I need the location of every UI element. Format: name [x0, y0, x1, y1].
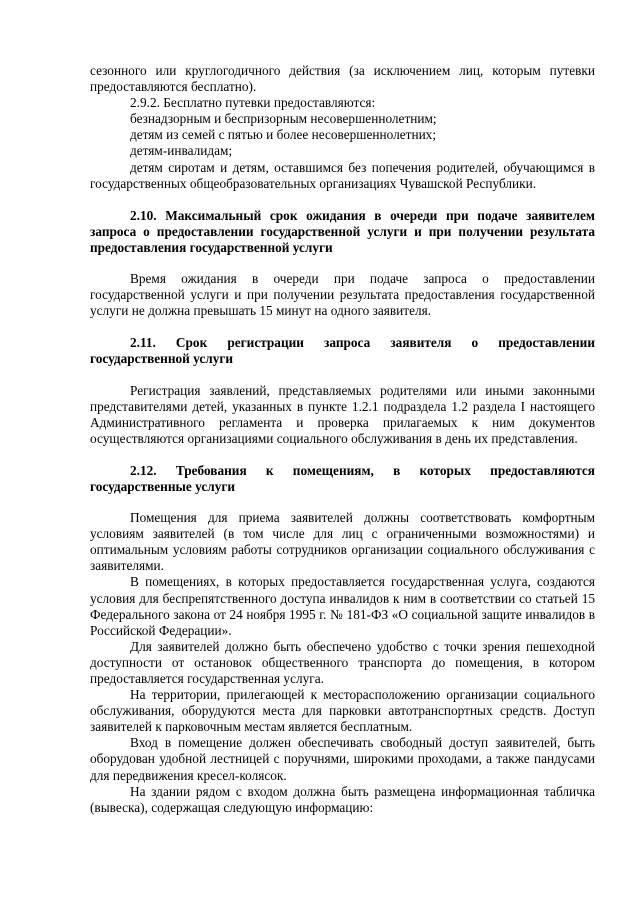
section-2-12-paragraph: Помещения для приема заявителей должны соответствовать комфортным условиям заявителей (в том числе для лиц с ограниченными возможностями) и оптимальным условиям работы сотрудников организации социального обслуживания с заявителями. — [90, 510, 595, 574]
section-2-12-paragraph: Вход в помещение должен обеспечивать свободный доступ заявителей, быть оборудован удобной лестницей с поручнями, широкими проходами, а также пандусами для передвижения кресел-колясок. — [90, 735, 595, 783]
list-item: безнадзорным и беспризорным несовершеннолетним; — [130, 111, 437, 127]
section-2-12-paragraph: В помещениях, в которых предоставляется государственная услуга, создаются условия для беспрепятственного доступа инвалидов к ним в соответствии со статьей 15 Федерального закона от 24 ноября 1995 г. № 181-ФЗ «О социальной защите инвалидов в Российской Федерации». — [90, 574, 595, 638]
document-page — [90, 63, 595, 816]
list-item: детям-инвалидам; — [130, 143, 233, 159]
section-2-11-heading: 2.11. Срок регистрации запроса заявителя о предоставлении государственной услуги — [90, 335, 595, 367]
section-2-12-paragraph: На здании рядом с входом должна быть размещена информационная табличка (вывеска), содержащая следующую информацию: — [90, 783, 595, 815]
section-2-12-heading: 2.12. Требования к помещениям, в которых предоставляются государственные услуги — [90, 462, 595, 494]
section-2-10-heading: 2.10. Максимальный срок ожидания в очереди при подаче заявителем запроса о предоставлении государственной услуги и при получении результата предоставления государственной услуги — [90, 207, 595, 255]
intro-continuation: сезонного или круглогодичного действия (за исключением лиц, которым путевки предоставляются бесплатно). — [90, 63, 595, 95]
section-2-12-paragraph: Для заявителей должно быть обеспечено удобство с точки зрения пешеходной доступности от остановок общественного транспорта до помещения, в котором предоставляется государственная услуга. — [90, 638, 595, 686]
section-2-10-text: Время ожидания в очереди при подаче запроса о предоставлении государственной услуги и при получении результата предоставления государственной услуги не должна превышать 15 минут на одного заявителя. — [90, 271, 595, 319]
subsection-2-9-2-heading: 2.9.2. Бесплатно путевки предоставляются: — [130, 95, 376, 111]
section-2-11-text: Регистрация заявлений, представляемых родителями или иными законными представителями детей, указанных в пункте 1.2.1 подраздела 1.2 раздела I настоящего Административного регламента и проверка прилагаемых к ним документов осуществляются организациями социального обслуживания в день их представления. — [90, 382, 595, 446]
section-2-12-paragraph: На территории, прилегающей к месторасположению организации социального обслуживания, оборудуются места для парковки автотранспортных средств. Доступ заявителей к парковочным местам является бесплатным. — [90, 687, 595, 735]
orphans-paragraph: детям сиротам и детям, оставшимся без попечения родителей, обучающимся в государственных общеобразовательных организациях Чувашской Республики. — [90, 159, 595, 191]
list-item: детям из семей с пятью и более несовершеннолетних; — [130, 127, 437, 143]
